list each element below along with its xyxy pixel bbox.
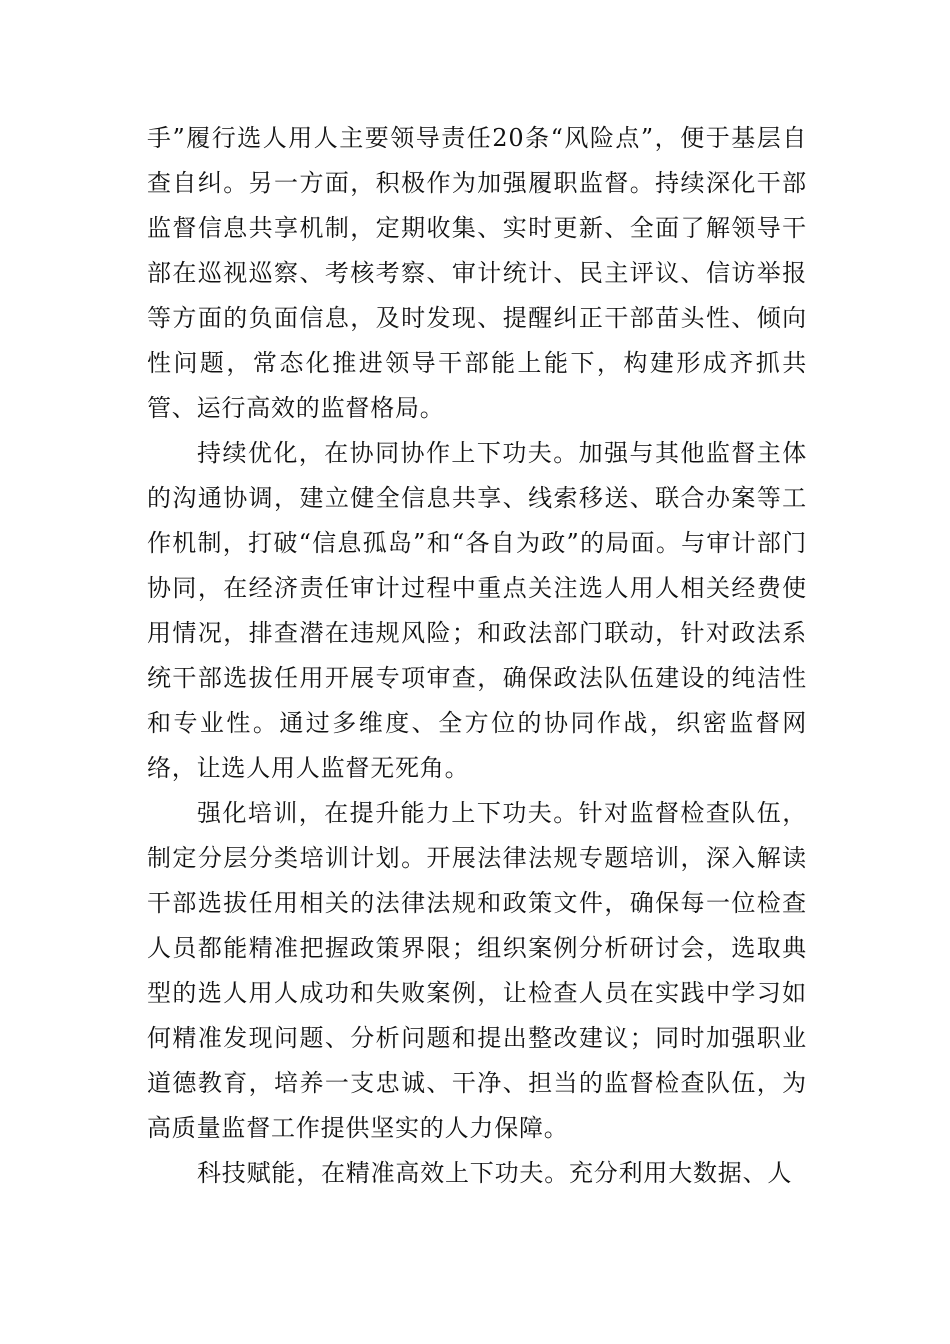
paragraph-technology: 科技赋能，在精准高效上下功夫。充分利用大数据、人 [197,1159,793,1187]
paragraph-training: 强化培训，在提升能力上下功夫。针对监督检查队伍，制定分层分类培训计划。开展法律法规专题培训，深入解读干部选拔任用相关的法律法规和政策文件，确保每一位检查人员都能精准把握政策界限；组织案例分析研讨会，选取典型的选人用人成功和失败案例，让检查人员在实践中学习如何精准发现问题、分析问题和提出整改建议；同时加强职业道德教育，培养一支忠诚、干净、担当的监督检查队伍，为高质量监督工作提供坚实的人力保障。 [147,799,807,1142]
paragraph-collaboration: 持续优化，在协同协作上下功夫。加强与其他监督主体的沟通协调，建立健全信息共享、线索移送、联合办案等工作机制，打破“信息孤岛”和“各自为政”的局面。与审计部门协同，在经济责任审计过程中重点关注选人用人相关经费使用情况，排查潜在违规风险；和政法部门联动，针对政法系统干部选拔任用开展专项审查，确保政法队伍建设的纯洁性和专业性。通过多维度、全方位的协同作战，织密监督网络，让选人用人监督无死角。 [147,439,807,782]
paragraph-supervision-mechanism: 手”履行选人用人主要领导责任20条“风险点”，便于基层自查自纠。另一方面，积极作为加强履职监督。持续深化干部监督信息共享机制，定期收集、实时更新、全面了解领导干部在巡视巡察、考核考察、审计统计、民主评议、信访举报等方面的负面信息，及时发现、提醒纠正干部苗头性、倾向性问题，常态化推进领导干部能上能下，构建形成齐抓共管、运行高效的监督格局。 [147,124,807,422]
document-body [147,116,807,1196]
